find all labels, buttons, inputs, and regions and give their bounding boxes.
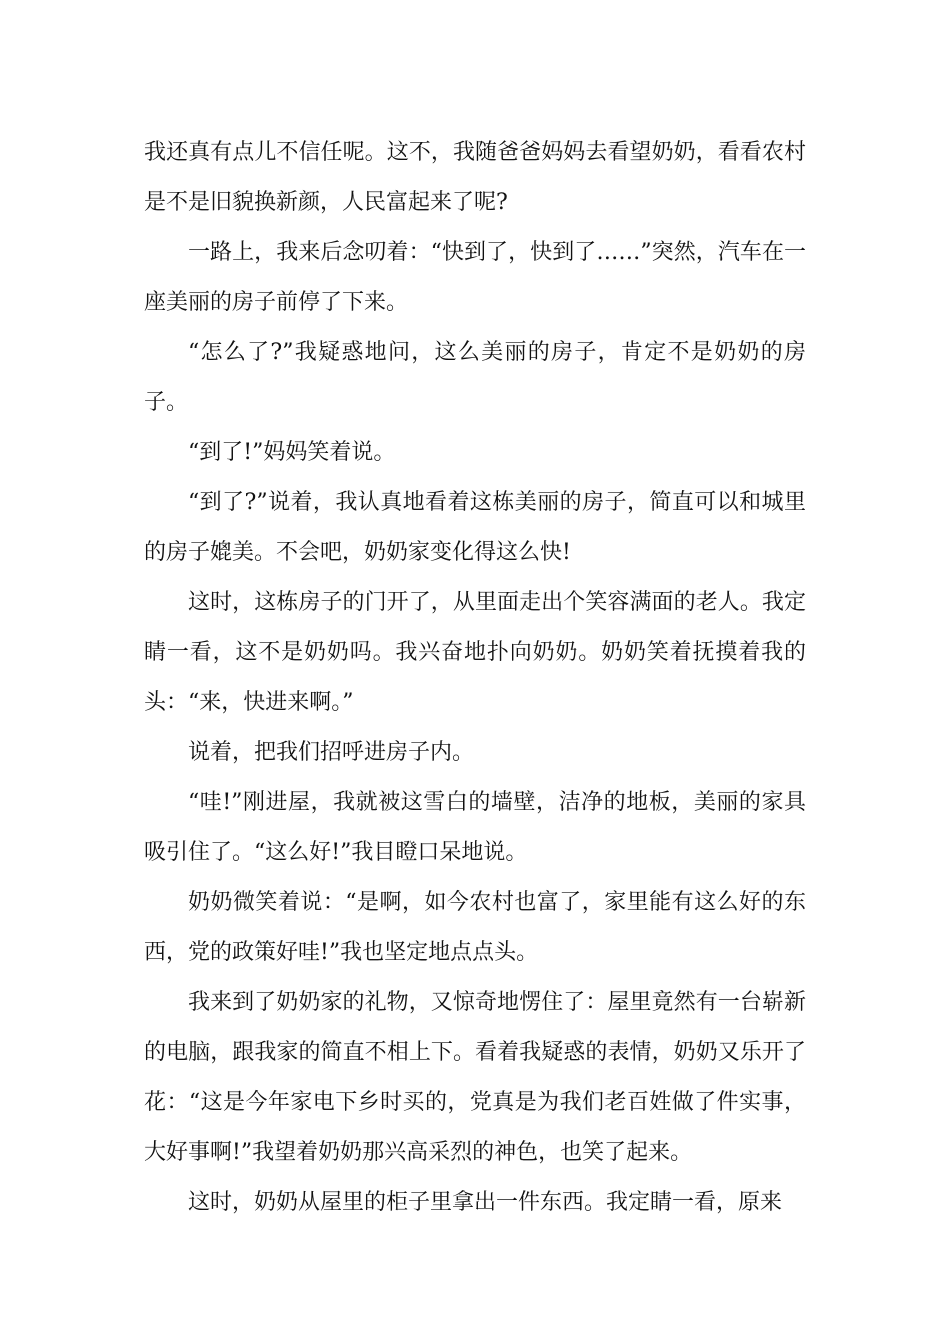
paragraph-9: 奶奶微笑着说：“是啊，如今农村也富了，家里能有这么好的东西，党的政策好哇!”我也坚定地点点头。 [144, 890, 806, 965]
paragraph-5: “到了?”说着，我认真地看着这栋美丽的房子，简直可以和城里的房子媲美。不会吧，奶奶家变化得这么快! [144, 490, 806, 565]
paragraph-6: 这时，这栋房子的门开了，从里面走出个笑容满面的老人。我定睛一看，这不是奶奶吗。我兴奋地扑向奶奶。奶奶笑着抚摸着我的头：“来，快进来啊。” [144, 590, 806, 715]
paragraph-4: “到了!”妈妈笑着说。 [188, 440, 396, 465]
paragraph-2: 一路上，我来后念叨着：“快到了，快到了……”突然，汽车在一座美丽的房子前停了下来。 [144, 240, 806, 315]
paragraph-10: 我来到了奶奶家的礼物，又惊奇地愣住了：屋里竟然有一台崭新的电脑，跟我家的简直不相上下。看着我疑惑的表情，奶奶又乐开了花：“这是今年家电下乡时买的，党真是为我们老百姓做了件实事，大好事啊!”我望着奶奶那兴高采烈的神色，也笑了起来。 [144, 990, 806, 1165]
paragraph-8: “哇!”刚进屋，我就被这雪白的墙壁，洁净的地板，美丽的家具吸引住了。“这么好!”我目瞪口呆地说。 [144, 790, 806, 865]
body-text [144, 128, 806, 1228]
paragraph-7: 说着，把我们招呼进房子内。 [188, 740, 475, 765]
paragraph-11: 这时，奶奶从屋里的柜子里拿出一件东西。我定睛一看，原来 [188, 1190, 783, 1215]
paragraph-1: 我还真有点儿不信任呢。这不，我随爸爸妈妈去看望奶奶，看看农村是不是旧貌换新颜，人民富起来了呢? [144, 140, 806, 215]
paragraph-3: “怎么了?”我疑惑地问，这么美丽的房子，肯定不是奶奶的房子。 [144, 340, 806, 415]
